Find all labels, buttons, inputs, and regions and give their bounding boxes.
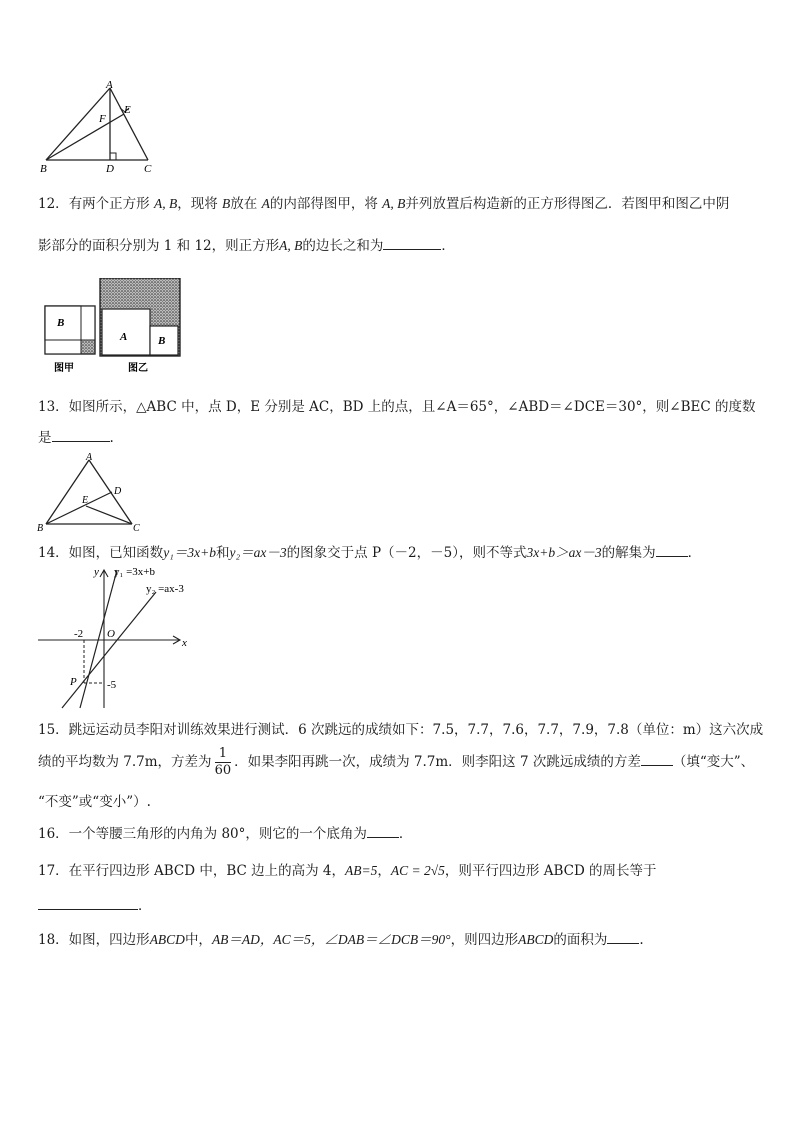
label-E: E [82, 495, 89, 506]
y-axis-label: y [94, 566, 99, 578]
label-E: E [124, 104, 131, 116]
q14-line1: 14．如图，已知函数y₁＝3x+b和y₂＝ax－3的图象交于点 P（－2，－5），则不等式3x+b＞ax－3的解集为 ． [38, 545, 702, 561]
answer-blank [367, 825, 399, 838]
line1-label: y₁ =3x+b [114, 566, 155, 578]
label-C: C [133, 523, 140, 532]
answer-blank [383, 237, 441, 250]
answer-blank [38, 897, 138, 910]
q13-figure [34, 450, 149, 532]
answer-blank [607, 931, 639, 944]
label-B: B [40, 163, 47, 175]
q17-line2: ． [38, 894, 152, 914]
origin-label: O [107, 628, 115, 640]
label-A: A [106, 80, 113, 91]
q12-line1: 12．有两个正方形 A, B，现将 B放在 A的内部得图甲，将 A, B并列放置后构造新的正方形得图乙．若图甲和图乙中阴 [38, 196, 730, 212]
answer-blank [52, 429, 110, 442]
q16-line: 16．一个等腰三角形的内角为 80°，则它的一个底角为 ． [38, 826, 413, 842]
q15-line2: 绩的平均数为 7.7m，方差为 $\frac{1}{60}$ ．如果李阳再跳一次，成绩为 7.7m．则李阳这 7 次跳远成绩的方差 （填“变大”、 [38, 746, 755, 778]
label-D: D [114, 486, 122, 497]
tick-minus5: -5 [107, 679, 117, 691]
q14-graph [34, 562, 194, 712]
q13-line2: 是 . [38, 430, 114, 446]
tick-minus2: -2 [74, 628, 84, 640]
variance-fraction: $\frac{1}{60}$ [214, 746, 232, 778]
q12-line2: 影部分的面积分别为 1 和 12，则正方形A, B的边长之和为 ． [38, 238, 455, 254]
q18-line: 18．如图，四边形ABCD中，AB＝AD，AC＝5，∠DAB＝∠DCB＝90°，则四边形ABCD的面积为 . [38, 932, 644, 948]
caption-jia: 图甲 [54, 363, 74, 374]
caption-yi: 图乙 [128, 363, 148, 374]
answer-blank [641, 753, 673, 766]
answer-blank [656, 544, 688, 557]
fig-yi-A: A [120, 331, 128, 343]
q11-figure [36, 80, 166, 175]
q15-line1: 15．跳远运动员李阳对训练效果进行测试．6 次跳远的成绩如下：7.5，7.7，7.6，7.7，7.9，7.8（单位：m）这六次成 [38, 722, 764, 738]
label-F: F [99, 113, 106, 125]
x-axis-label: x [182, 637, 187, 649]
fig-jia-B: B [57, 317, 65, 329]
q12-figure [40, 278, 185, 378]
point-P: P [70, 676, 77, 688]
label-D: D [106, 163, 114, 175]
label-A: A [86, 452, 93, 463]
q15-line3: “不变”或“变小”）. [38, 794, 151, 810]
q17-line1: 17．在平行四边形 ABCD 中，BC 边上的高为 4，AB=5，AC = 2√5，则平行四边形 ABCD 的周长等于 [38, 863, 657, 879]
q13-line1: 13．如图所示，△ABC 中，点 D，E 分别是 AC，BD 上的点，且∠A＝65°，∠ABD＝∠DCE＝30°，则∠BEC 的度数 [38, 399, 756, 415]
line2-label: y₂ =ax-3 [146, 583, 184, 595]
fig-yi-B: B [158, 335, 166, 347]
label-C: C [144, 163, 152, 175]
label-B: B [37, 523, 44, 532]
